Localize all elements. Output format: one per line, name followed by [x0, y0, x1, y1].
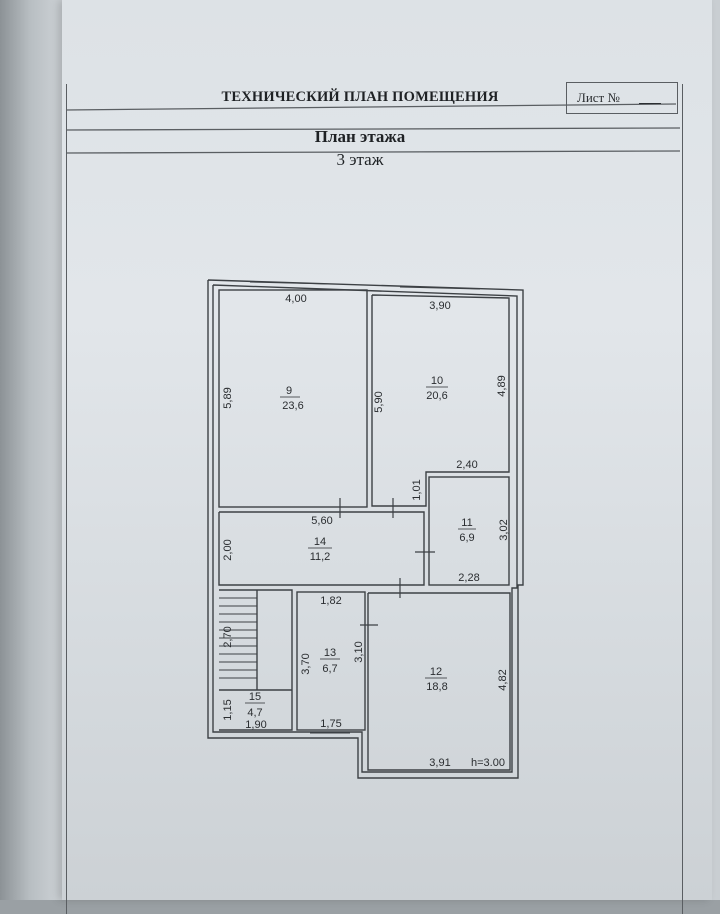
- room-11-area: 6,9: [459, 532, 475, 544]
- dim-room10-width: 3,90: [429, 300, 451, 312]
- dim-room14-width: 5,60: [311, 515, 333, 527]
- dim-room13-bottom: 1,75: [320, 718, 342, 730]
- dim-room10-height-right: 4,89: [496, 375, 508, 397]
- dim-room9-height: 5,89: [222, 387, 234, 409]
- room-9-area: 23,6: [282, 400, 304, 412]
- room-15-area: 4,7: [247, 707, 263, 719]
- room-15-number: 15: [248, 691, 262, 703]
- document-title: ТЕХНИЧЕСКИЙ ПЛАН ПОМЕЩЕНИЯ: [221, 89, 499, 105]
- room-14-area: 11,2: [309, 551, 331, 563]
- dim-room12-width: 3,91: [429, 757, 451, 769]
- room-13-area: 6,7: [322, 663, 338, 675]
- dim-room11-left: 1,01: [411, 479, 423, 501]
- dim-stair-height: 2,70: [222, 626, 234, 648]
- room-14-number: 14: [313, 536, 327, 548]
- dim-room14-height: 2,00: [222, 539, 234, 561]
- dim-room12-height: 4,82: [497, 669, 509, 691]
- room-12-area: 18,8: [426, 681, 448, 693]
- ceiling-height: h=3.00: [471, 757, 505, 769]
- room-12-number: 12: [429, 666, 443, 678]
- dim-room11-bottom: 2,28: [458, 572, 480, 584]
- dim-room9-width: 4,00: [285, 293, 307, 305]
- dim-room10-height-left: 5,90: [373, 391, 385, 413]
- door-marks: [340, 498, 435, 625]
- room-13-number: 13: [323, 647, 337, 659]
- floor-label: 3 этаж: [336, 150, 384, 169]
- dim-room13-top: 1,82: [320, 595, 342, 607]
- dim-room15-height: 1,15: [222, 699, 234, 721]
- dim-room13-height-right: 3,10: [353, 641, 365, 663]
- dim-room15-width: 1,90: [245, 719, 267, 731]
- dim-room13-height-left: 3,70: [300, 653, 312, 675]
- sheet-number-label: Лист №: [577, 90, 620, 105]
- room-9-number: 9: [285, 385, 293, 397]
- room-10-area: 20,6: [426, 390, 448, 402]
- dim-room10-bottom: 2,40: [456, 459, 478, 471]
- plan-title: План этажа: [314, 127, 406, 146]
- room-11-number: 11: [461, 517, 473, 529]
- dim-room11-height: 3,02: [498, 519, 510, 541]
- room-10-number: 10: [430, 375, 444, 387]
